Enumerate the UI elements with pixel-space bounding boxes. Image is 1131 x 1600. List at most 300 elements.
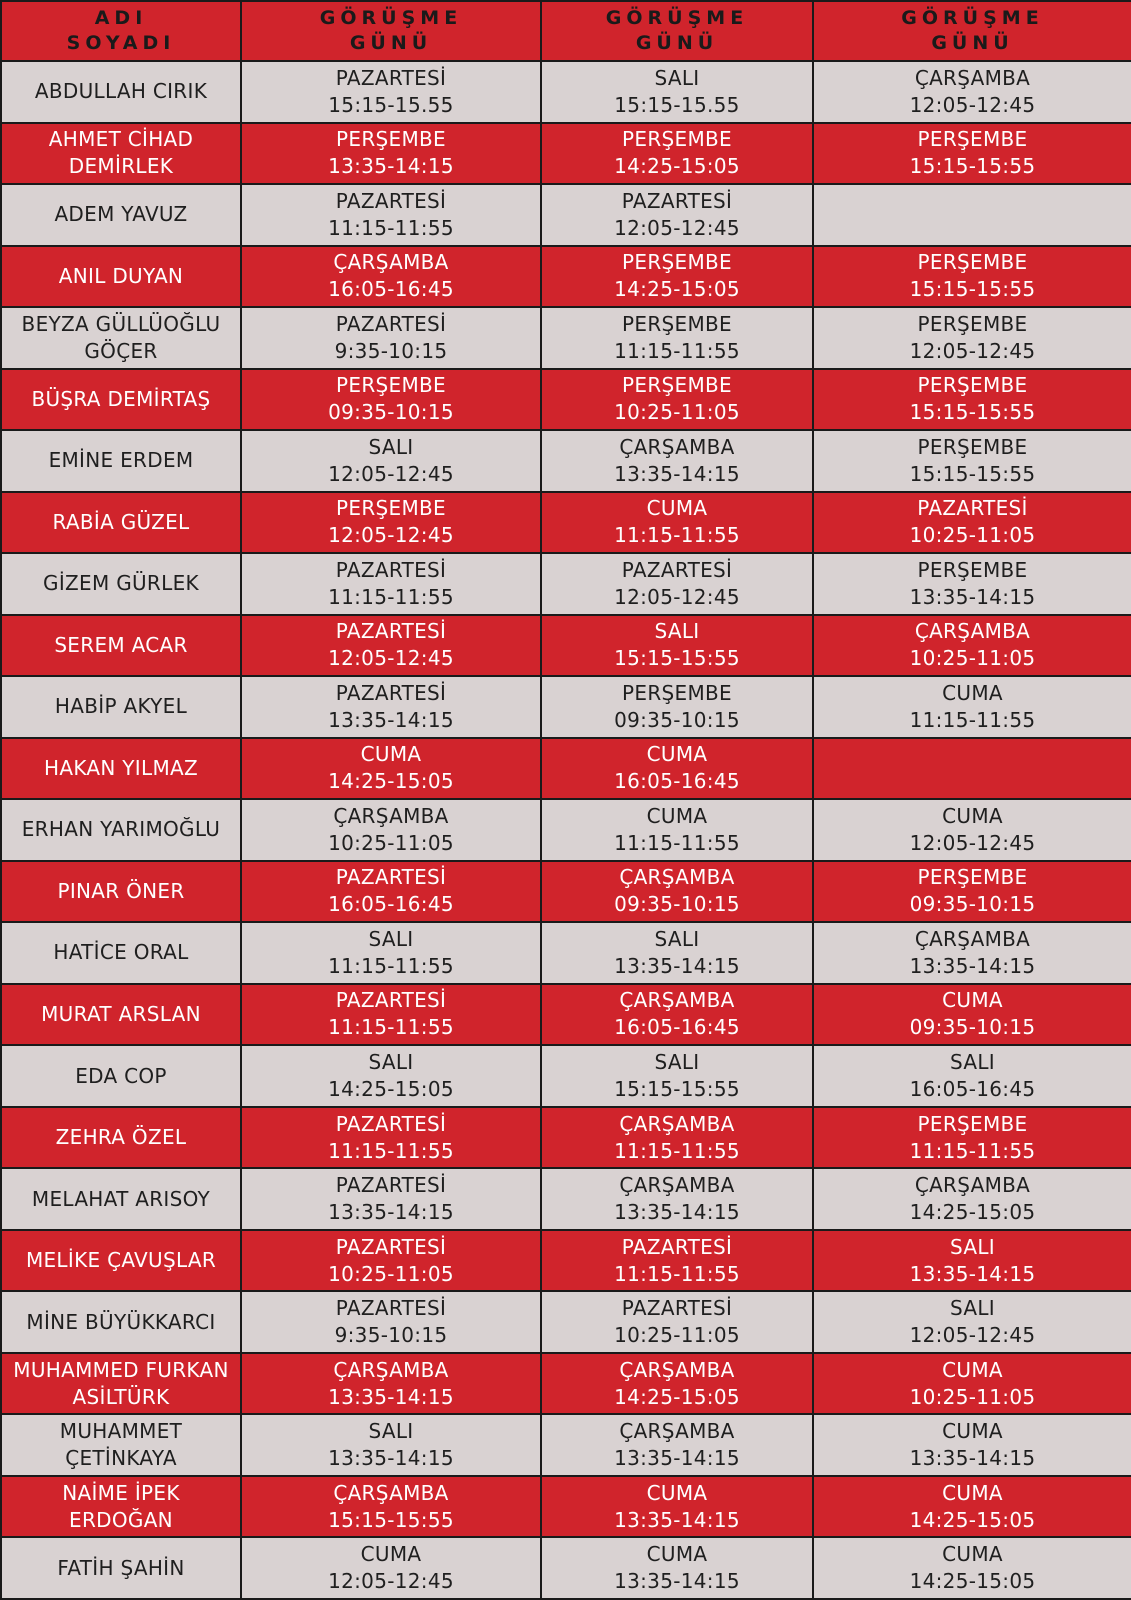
person-name: HABİP AKYEL bbox=[54, 694, 188, 719]
appointment-time: 11:15-11:55 bbox=[328, 1138, 454, 1163]
table-row bbox=[1, 861, 1131, 923]
appointment-time: 12:05-12:45 bbox=[909, 92, 1036, 117]
appointment-cell bbox=[541, 1414, 813, 1476]
person-name-cell bbox=[1, 799, 241, 861]
table-row bbox=[1, 1045, 1131, 1107]
person-name: ASİLTÜRK bbox=[72, 1384, 170, 1409]
appointment-day: PERŞEMBE bbox=[622, 311, 732, 336]
appointment-day: CUMA bbox=[646, 1542, 708, 1567]
appointment-day: PAZARTESİ bbox=[335, 188, 447, 213]
person-name-cell bbox=[1, 1230, 241, 1292]
appointment-cell bbox=[241, 369, 541, 431]
appointment-cell bbox=[241, 246, 541, 308]
table-row bbox=[1, 492, 1131, 554]
appointment-time: 11:15-11:55 bbox=[614, 523, 740, 548]
appointment-cell bbox=[813, 799, 1131, 861]
appointment-cell bbox=[241, 799, 541, 861]
appointment-day: PERŞEMBE bbox=[917, 1111, 1028, 1136]
appointment-cell bbox=[813, 1168, 1131, 1230]
table-row bbox=[1, 1537, 1131, 1599]
appointment-day: PAZARTESİ bbox=[335, 557, 447, 582]
appointment-cell bbox=[241, 1045, 541, 1107]
table-row bbox=[1, 184, 1131, 246]
header-day-1 bbox=[241, 1, 541, 61]
appointment-day: ÇARŞAMBA bbox=[914, 926, 1031, 951]
person-name-cell bbox=[1, 61, 241, 123]
person-name-cell bbox=[1, 1291, 241, 1353]
appointment-cell bbox=[813, 1291, 1131, 1353]
appointment-day: ÇARŞAMBA bbox=[333, 250, 449, 275]
appointment-cell bbox=[813, 246, 1131, 308]
appointment-time: 12:05-12:45 bbox=[909, 1323, 1036, 1348]
appointment-cell bbox=[813, 430, 1131, 492]
appointment-cell bbox=[241, 861, 541, 923]
appointment-cell bbox=[813, 492, 1131, 554]
person-name: BÜŞRA DEMİRTAŞ bbox=[31, 386, 211, 411]
header-line: GÜNÜ bbox=[635, 32, 719, 54]
appointment-time: 15:15-15:55 bbox=[909, 400, 1036, 425]
appointment-cell bbox=[813, 553, 1131, 615]
table-row bbox=[1, 615, 1131, 677]
person-name: MELAHAT ARISOY bbox=[31, 1186, 211, 1211]
appointment-cell bbox=[541, 615, 813, 677]
appointment-day: CUMA bbox=[942, 803, 1003, 828]
table-row bbox=[1, 1353, 1131, 1415]
appointment-day: SALI bbox=[950, 1234, 995, 1259]
person-name: NAİME İPEK bbox=[62, 1480, 180, 1505]
appointment-time: 10:25-11:05 bbox=[909, 646, 1036, 671]
appointment-cell bbox=[541, 369, 813, 431]
appointment-time: 10:25-11:05 bbox=[909, 1384, 1036, 1409]
appointment-day: SALI bbox=[368, 1050, 414, 1074]
appointment-cell bbox=[541, 1353, 813, 1415]
appointment-time: 14:25-15:05 bbox=[909, 1569, 1036, 1594]
appointment-day: PAZARTESİ bbox=[335, 865, 447, 890]
appointment-time: 09:35-10:15 bbox=[328, 400, 454, 425]
appointment-time: 12:05-12:45 bbox=[328, 523, 454, 548]
appointment-time: 09:35-10:15 bbox=[909, 1015, 1036, 1040]
person-name: HAKAN YILMAZ bbox=[44, 755, 198, 780]
person-name: ADEM YAVUZ bbox=[54, 202, 188, 227]
appointment-cell bbox=[541, 922, 813, 984]
person-name: PINAR ÖNER bbox=[57, 878, 185, 903]
appointment-day: CUMA bbox=[942, 988, 1003, 1013]
person-name: MİNE BÜYÜKKARCI bbox=[26, 1309, 216, 1334]
appointment-cell bbox=[241, 1230, 541, 1292]
person-name-cell bbox=[1, 553, 241, 615]
appointment-time: 15:15-15.55 bbox=[328, 92, 454, 117]
person-name: GÖÇER bbox=[84, 338, 158, 363]
appointment-cell bbox=[813, 922, 1131, 984]
table-row bbox=[1, 1414, 1131, 1476]
appointment-time: 11:15-11:55 bbox=[614, 338, 740, 363]
person-name: FATİH ŞAHİN bbox=[57, 1555, 185, 1580]
person-name: ÇETİNKAYA bbox=[65, 1446, 177, 1471]
person-name-cell bbox=[1, 246, 241, 308]
person-name: MURAT ARSLAN bbox=[41, 1001, 201, 1026]
appointment-day: PAZARTESİ bbox=[335, 1296, 447, 1321]
appointment-cell bbox=[541, 553, 813, 615]
appointment-time: 09:35-10:15 bbox=[614, 892, 740, 917]
appointment-cell bbox=[241, 1353, 541, 1415]
person-name: ABDULLAH CIRIK bbox=[34, 79, 208, 104]
appointment-time: 13:35-14:15 bbox=[614, 1200, 740, 1225]
appointment-cell bbox=[813, 1537, 1131, 1599]
appointment-time: 13:35-14:15 bbox=[614, 1446, 740, 1471]
appointment-time: 14:25-15:05 bbox=[909, 1200, 1036, 1225]
appointment-day: PERŞEMBE bbox=[336, 373, 446, 398]
appointment-day: PAZARTESİ bbox=[335, 988, 447, 1013]
appointment-cell bbox=[241, 738, 541, 800]
appointment-cell bbox=[813, 1107, 1131, 1169]
appointment-cell bbox=[813, 61, 1131, 123]
appointment-day: PAZARTESİ bbox=[335, 1111, 447, 1136]
appointment-cell bbox=[541, 861, 813, 923]
person-name-cell bbox=[1, 1414, 241, 1476]
person-name-cell bbox=[1, 1476, 241, 1538]
appointment-cell bbox=[813, 1414, 1131, 1476]
appointment-day: CUMA bbox=[942, 1419, 1003, 1444]
appointment-day: ÇARŞAMBA bbox=[333, 1357, 449, 1382]
appointment-cell bbox=[541, 738, 813, 800]
appointment-time: 13:35-14:15 bbox=[614, 953, 740, 978]
appointment-time: 13:35-14:15 bbox=[909, 584, 1036, 609]
table-row bbox=[1, 246, 1131, 308]
table-row bbox=[1, 1107, 1131, 1169]
appointment-cell bbox=[241, 676, 541, 738]
person-name-cell bbox=[1, 1353, 241, 1415]
appointment-time: 10:25-11:05 bbox=[614, 1323, 740, 1348]
appointment-time: 13:35-14:15 bbox=[614, 1569, 740, 1594]
appointment-time: 10:25-11:05 bbox=[328, 830, 454, 855]
appointment-cell bbox=[813, 738, 1131, 800]
person-name-cell bbox=[1, 922, 241, 984]
appointment-day: ÇARŞAMBA bbox=[619, 1419, 735, 1444]
appointment-day: PERŞEMBE bbox=[336, 127, 446, 152]
appointment-day: ÇARŞAMBA bbox=[333, 1480, 449, 1505]
appointment-time: 13:35-14:15 bbox=[909, 953, 1036, 978]
appointment-cell bbox=[541, 1537, 813, 1599]
appointment-cell bbox=[241, 1476, 541, 1538]
appointment-cell bbox=[241, 1168, 541, 1230]
header-row bbox=[1, 1, 1131, 61]
person-name-cell bbox=[1, 430, 241, 492]
appointment-cell bbox=[813, 1353, 1131, 1415]
appointment-day: PERŞEMBE bbox=[622, 250, 732, 275]
person-name-cell bbox=[1, 1107, 241, 1169]
appointment-day: CUMA bbox=[646, 742, 708, 767]
appointment-time: 16:05-16:45 bbox=[614, 769, 740, 794]
appointment-time: 9:35-10:15 bbox=[334, 1323, 448, 1348]
appointment-cell bbox=[813, 861, 1131, 923]
appointment-time: 12:05-12:45 bbox=[614, 584, 740, 609]
person-name-cell bbox=[1, 369, 241, 431]
appointment-cell bbox=[541, 799, 813, 861]
table-row bbox=[1, 738, 1131, 800]
header-day-2 bbox=[541, 1, 813, 61]
table-row bbox=[1, 307, 1131, 369]
appointment-time: 12:05-12:45 bbox=[328, 646, 454, 671]
appointment-cell bbox=[241, 184, 541, 246]
appointment-cell bbox=[813, 1476, 1131, 1538]
person-name: RABİA GÜZEL bbox=[52, 509, 190, 534]
appointment-cell bbox=[541, 1045, 813, 1107]
appointment-cell bbox=[813, 184, 1131, 246]
appointment-day: SALI bbox=[654, 619, 700, 644]
appointment-day: CUMA bbox=[646, 496, 708, 521]
appointment-cell bbox=[541, 1107, 813, 1169]
appointment-cell bbox=[541, 676, 813, 738]
appointment-day: PAZARTESİ bbox=[621, 1234, 733, 1259]
schedule-body bbox=[1, 61, 1131, 1599]
appointment-time: 12:05-12:45 bbox=[909, 830, 1036, 855]
appointment-cell bbox=[541, 984, 813, 1046]
table-row bbox=[1, 922, 1131, 984]
appointment-time: 14:25-15:05 bbox=[614, 1384, 740, 1409]
appointment-time: 12:05-12:45 bbox=[614, 215, 740, 240]
appointment-day: SALI bbox=[654, 1050, 700, 1074]
person-name: ERDOĞAN bbox=[69, 1507, 173, 1532]
appointment-time: 13:35-14:15 bbox=[614, 461, 740, 486]
appointment-cell bbox=[241, 922, 541, 984]
appointment-cell bbox=[813, 984, 1131, 1046]
appointment-day: ÇARŞAMBA bbox=[619, 1357, 735, 1382]
appointment-day: PERŞEMBE bbox=[917, 557, 1028, 582]
appointment-day: PERŞEMBE bbox=[622, 680, 732, 705]
header-line: ADI bbox=[94, 7, 148, 30]
header-line: GÜNÜ bbox=[349, 32, 433, 54]
appointment-cell bbox=[541, 61, 813, 123]
appointment-day: SALI bbox=[368, 926, 414, 951]
appointment-cell bbox=[813, 123, 1131, 185]
person-name: SEREM ACAR bbox=[54, 632, 188, 657]
header-line: GÜNÜ bbox=[931, 32, 1014, 54]
appointment-day: CUMA bbox=[360, 1542, 422, 1567]
appointment-time: 13:35-14:15 bbox=[328, 707, 454, 732]
appointment-cell bbox=[241, 1414, 541, 1476]
person-name: MUHAMMED FURKAN bbox=[13, 1357, 229, 1382]
person-name-cell bbox=[1, 1045, 241, 1107]
appointment-day: PERŞEMBE bbox=[917, 127, 1028, 152]
appointment-time: 13:35-14:15 bbox=[328, 1200, 454, 1225]
person-name: AHMET CİHAD bbox=[48, 127, 194, 152]
appointment-time: 15:15-15:55 bbox=[909, 154, 1036, 179]
appointment-time: 13:35-14:15 bbox=[328, 154, 454, 179]
table-row bbox=[1, 1291, 1131, 1353]
appointment-time: 11:15-11:55 bbox=[614, 1138, 740, 1163]
appointment-cell bbox=[541, 1476, 813, 1538]
person-name-cell bbox=[1, 738, 241, 800]
person-name: ERHAN YARIMOĞLU bbox=[21, 817, 221, 842]
appointment-time: 13:35-14:15 bbox=[909, 1446, 1036, 1471]
appointment-cell bbox=[241, 984, 541, 1046]
appointment-day: CUMA bbox=[942, 1542, 1003, 1567]
person-name: EMİNE ERDEM bbox=[48, 448, 194, 473]
appointment-day: CUMA bbox=[942, 1480, 1003, 1505]
appointment-time: 09:35-10:15 bbox=[614, 707, 740, 732]
appointment-cell bbox=[541, 492, 813, 554]
appointment-time: 13:35-14:15 bbox=[614, 1507, 740, 1532]
appointment-cell bbox=[241, 553, 541, 615]
appointment-day: CUMA bbox=[646, 1480, 708, 1505]
appointment-cell bbox=[541, 1168, 813, 1230]
table-row bbox=[1, 799, 1131, 861]
table-row bbox=[1, 984, 1131, 1046]
appointment-day: PAZARTESİ bbox=[335, 1234, 447, 1259]
appointment-cell bbox=[241, 430, 541, 492]
header-line: GÖRÜŞME bbox=[901, 7, 1044, 30]
appointment-time: 9:35-10:15 bbox=[334, 338, 448, 363]
appointment-cell bbox=[241, 1107, 541, 1169]
appointment-day: SALI bbox=[950, 1296, 995, 1321]
appointment-time: 15:15-15:55 bbox=[328, 1507, 454, 1532]
appointment-time: 16:05-16:45 bbox=[328, 277, 454, 302]
person-name: HATİCE ORAL bbox=[53, 940, 189, 965]
appointment-day: SALI bbox=[368, 434, 414, 459]
appointment-time: 10:25-11:05 bbox=[909, 523, 1036, 548]
header-line: SOYADI bbox=[66, 32, 176, 54]
person-name-cell bbox=[1, 615, 241, 677]
appointment-time: 11:15-11:55 bbox=[328, 584, 454, 609]
person-name-cell bbox=[1, 1537, 241, 1599]
person-name: DEMİRLEK bbox=[68, 154, 174, 179]
appointment-day: ÇARŞAMBA bbox=[619, 1173, 735, 1198]
appointment-day: SALI bbox=[654, 65, 700, 90]
appointment-day: CUMA bbox=[942, 680, 1003, 705]
person-name: ZEHRA ÖZEL bbox=[55, 1125, 187, 1150]
appointment-day: PERŞEMBE bbox=[622, 127, 732, 152]
person-name-cell bbox=[1, 1168, 241, 1230]
appointment-time: 11:15-11:55 bbox=[614, 1261, 740, 1286]
appointment-day: CUMA bbox=[360, 742, 422, 767]
appointment-time: 14:25-15:05 bbox=[909, 1507, 1036, 1532]
appointment-day: PAZARTESİ bbox=[621, 557, 733, 582]
appointment-day: CUMA bbox=[646, 803, 708, 828]
appointment-cell bbox=[541, 123, 813, 185]
person-name-cell bbox=[1, 492, 241, 554]
appointment-cell bbox=[813, 369, 1131, 431]
appointment-time: 12:05-12:45 bbox=[328, 1569, 454, 1594]
appointment-time: 11:15-11:55 bbox=[328, 215, 454, 240]
person-name: GİZEM GÜRLEK bbox=[43, 571, 199, 596]
appointment-day: CUMA bbox=[942, 1357, 1003, 1382]
appointment-cell bbox=[241, 615, 541, 677]
appointment-cell bbox=[541, 246, 813, 308]
appointment-cell bbox=[541, 307, 813, 369]
appointment-day: ÇARŞAMBA bbox=[619, 1111, 735, 1136]
appointment-cell bbox=[241, 307, 541, 369]
appointment-time: 11:15-11:55 bbox=[328, 953, 454, 978]
appointment-cell bbox=[241, 1537, 541, 1599]
appointment-time: 15:15-15:55 bbox=[909, 461, 1036, 486]
appointment-time: 10:25-11:05 bbox=[328, 1261, 454, 1286]
person-name-cell bbox=[1, 184, 241, 246]
appointment-time: 14:25-15:05 bbox=[614, 154, 740, 179]
appointment-day: PAZARTESİ bbox=[335, 65, 447, 90]
appointment-cell bbox=[813, 676, 1131, 738]
appointment-time: 16:05-16:45 bbox=[328, 892, 454, 917]
appointment-cell bbox=[813, 1045, 1131, 1107]
appointment-day: PAZARTESİ bbox=[335, 311, 447, 336]
appointment-day: PAZARTESİ bbox=[621, 1296, 733, 1321]
appointment-day: PERŞEMBE bbox=[917, 373, 1028, 398]
person-name-cell bbox=[1, 676, 241, 738]
person-name: ANIL DUYAN bbox=[58, 263, 184, 288]
appointment-day: PERŞEMBE bbox=[917, 311, 1028, 336]
person-name: EDA COP bbox=[75, 1063, 167, 1088]
person-name-cell bbox=[1, 984, 241, 1046]
appointment-cell bbox=[241, 492, 541, 554]
appointment-day: PAZARTESİ bbox=[335, 619, 447, 644]
person-name: BEYZA GÜLLÜOĞLU bbox=[21, 311, 221, 336]
appointment-day: SALI bbox=[654, 926, 700, 951]
appointment-time: 11:15-11:55 bbox=[614, 830, 740, 855]
appointment-day: PAZARTESİ bbox=[335, 680, 447, 705]
appointment-time: 11:15-11:55 bbox=[909, 1138, 1036, 1163]
appointment-day: ÇARŞAMBA bbox=[619, 434, 735, 459]
appointment-time: 15:15-15:55 bbox=[909, 277, 1036, 302]
appointment-day: PERŞEMBE bbox=[917, 865, 1028, 890]
appointment-time: 15:15-15:55 bbox=[614, 1077, 740, 1101]
appointment-day: ÇARŞAMBA bbox=[619, 988, 735, 1013]
appointment-time: 16:05-16:45 bbox=[614, 1015, 740, 1040]
table-row bbox=[1, 369, 1131, 431]
appointment-time: 12:05-12:45 bbox=[328, 461, 454, 486]
header-day-3 bbox=[813, 1, 1131, 61]
appointment-day: ÇARŞAMBA bbox=[914, 1173, 1031, 1198]
appointment-day: SALI bbox=[368, 1419, 414, 1444]
appointment-day: PERŞEMBE bbox=[917, 434, 1028, 459]
appointment-time: 15:15-15.55 bbox=[614, 92, 740, 117]
table-row bbox=[1, 123, 1131, 185]
appointment-time: 14:25-15:05 bbox=[614, 277, 740, 302]
table-row bbox=[1, 1476, 1131, 1538]
appointment-cell bbox=[241, 1291, 541, 1353]
table-row bbox=[1, 61, 1131, 123]
appointment-day: PERŞEMBE bbox=[622, 373, 732, 398]
header-line: GÖRÜŞME bbox=[605, 7, 749, 30]
appointment-day: SALI bbox=[950, 1050, 995, 1074]
appointment-day: ÇARŞAMBA bbox=[914, 619, 1031, 644]
person-name-cell bbox=[1, 123, 241, 185]
appointment-cell bbox=[813, 1230, 1131, 1292]
appointment-time: 09:35-10:15 bbox=[909, 892, 1036, 917]
appointment-time: 11:15-11:55 bbox=[328, 1015, 454, 1040]
person-name-cell bbox=[1, 861, 241, 923]
appointment-cell bbox=[813, 307, 1131, 369]
person-name-cell bbox=[1, 307, 241, 369]
person-name: MELİKE ÇAVUŞLAR bbox=[25, 1248, 217, 1273]
appointment-time: 13:35-14:15 bbox=[328, 1446, 454, 1471]
appointment-time: 12:05-12:45 bbox=[909, 338, 1036, 363]
appointment-cell bbox=[241, 61, 541, 123]
table-row bbox=[1, 553, 1131, 615]
appointment-day: ÇARŞAMBA bbox=[333, 803, 449, 828]
header-name bbox=[1, 1, 241, 61]
appointment-day: PAZARTESİ bbox=[621, 188, 733, 213]
appointment-cell bbox=[541, 1291, 813, 1353]
appointment-day: PERŞEMBE bbox=[917, 250, 1028, 275]
appointment-day: PAZARTESİ bbox=[917, 496, 1028, 521]
appointment-time: 15:15-15:55 bbox=[614, 646, 740, 671]
appointment-time: 10:25-11:05 bbox=[614, 400, 740, 425]
header-line: GÖRÜŞME bbox=[319, 7, 463, 30]
appointment-cell bbox=[541, 1230, 813, 1292]
table-row bbox=[1, 676, 1131, 738]
appointment-time: 14:25-15:05 bbox=[328, 1077, 454, 1101]
appointment-cell bbox=[241, 123, 541, 185]
table-row bbox=[1, 430, 1131, 492]
